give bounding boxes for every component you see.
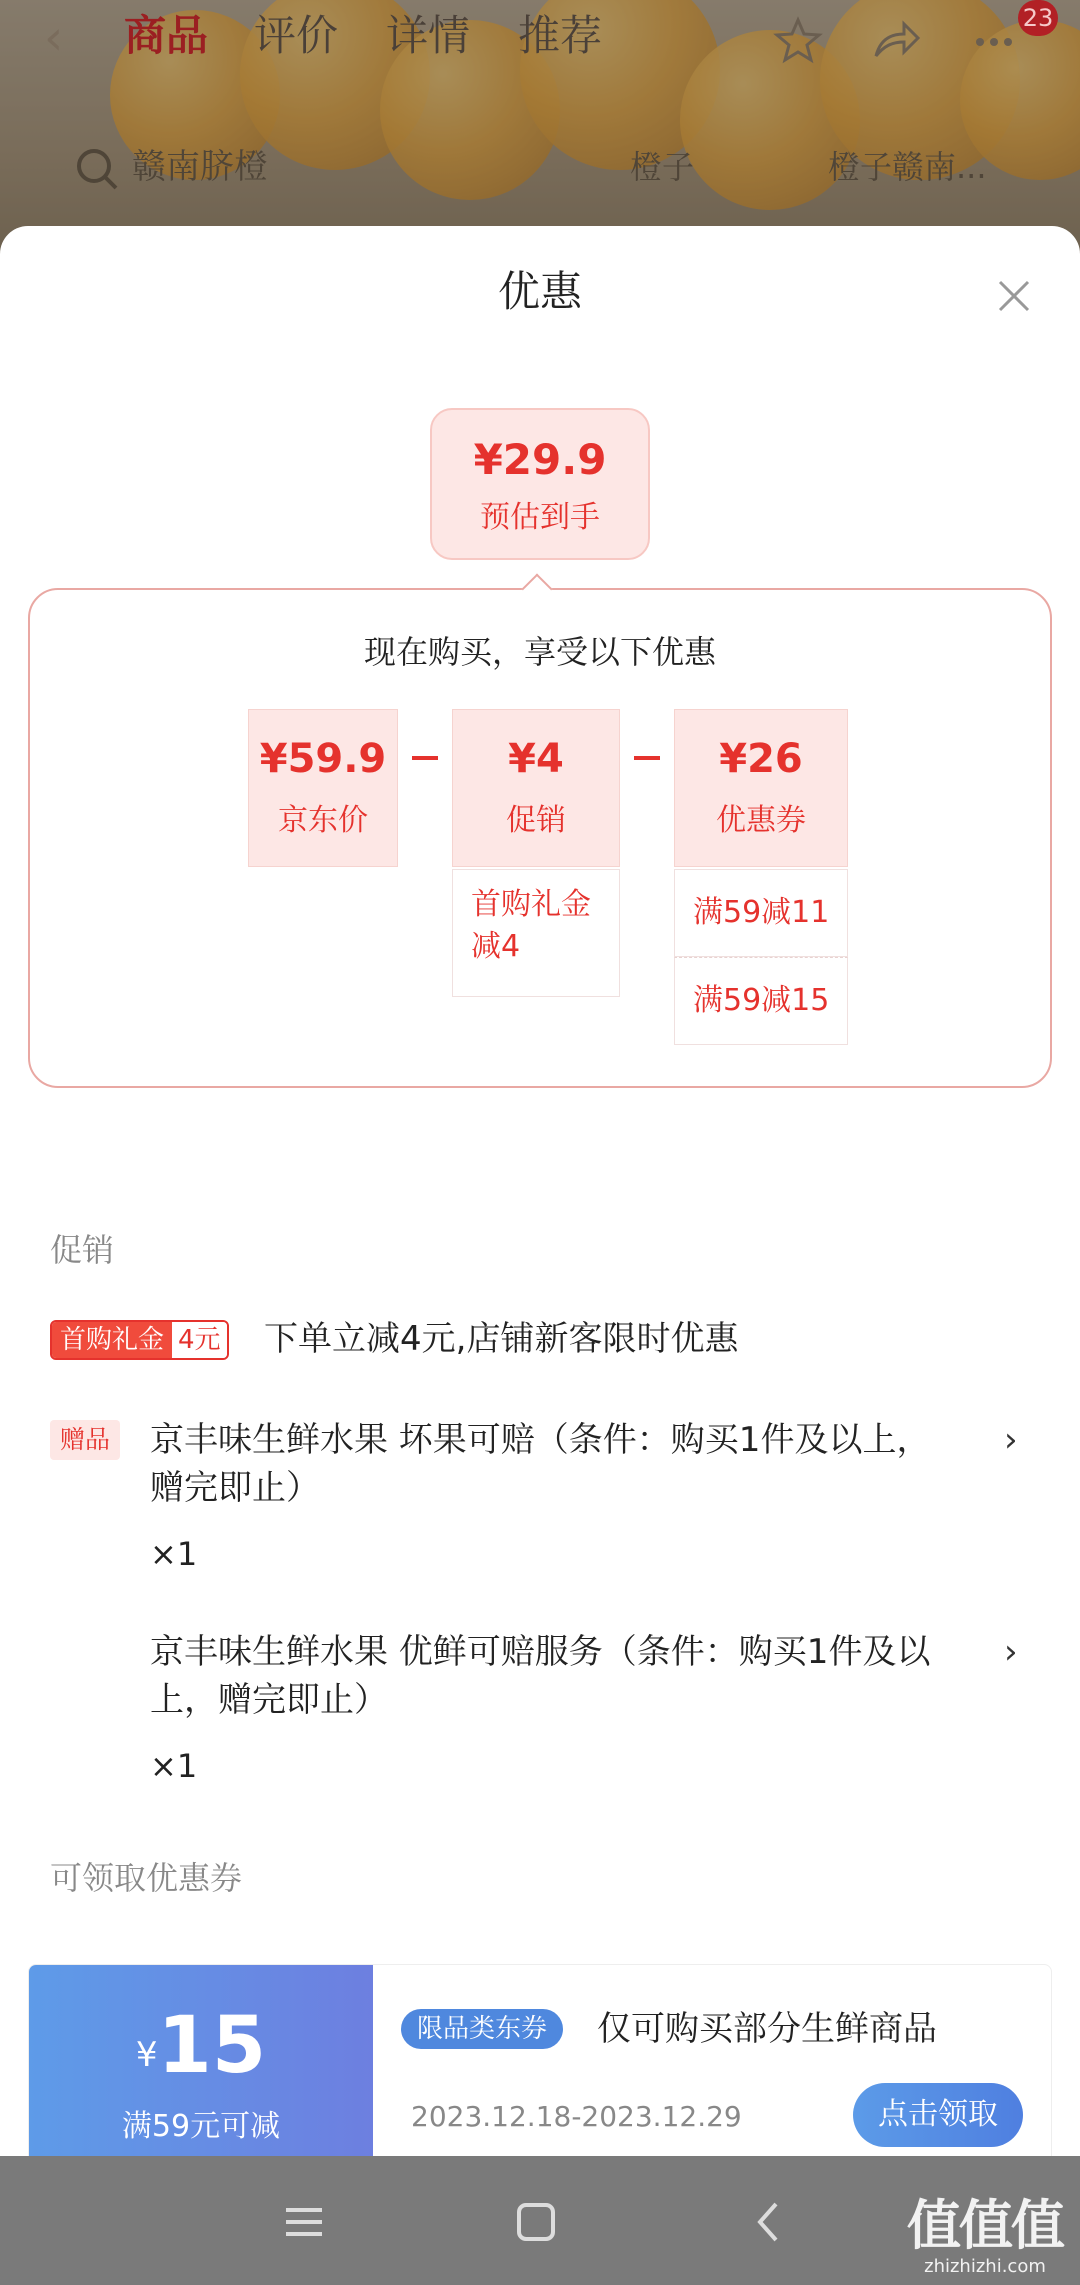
watermark-logo [900, 2196, 1070, 2278]
first-purchase-tag-label: 首购礼金 [52, 1322, 172, 1358]
product-nav-bar [0, 0, 1080, 80]
minus-sign [634, 756, 660, 760]
chevron-right-icon[interactable]: › [1004, 1420, 1018, 1460]
tab-product[interactable]: 商品 [124, 11, 209, 60]
estimated-price: ¥29.9 [473, 435, 607, 484]
recent-apps-icon[interactable] [274, 2192, 334, 2252]
back-icon[interactable] [740, 2192, 800, 2252]
gift-item-qty: ×1 [150, 1747, 198, 1785]
sheet-title: 优惠 [497, 267, 582, 316]
search-chip[interactable]: 橙子 [630, 148, 695, 186]
gift-item-text[interactable]: 京丰味生鲜水果 坏果可赔（条件：购买1件及以上，赠完即止） [150, 1420, 931, 1508]
tab-reviews[interactable]: 评价 [254, 11, 339, 60]
estimated-price-box [430, 408, 650, 560]
close-icon[interactable] [994, 276, 1034, 316]
coupon-condition: 满59元可减 [121, 2109, 281, 2144]
favorite-star-icon[interactable] [772, 16, 824, 64]
first-purchase-tag-amount: 4元 [172, 1322, 227, 1358]
tab-recommend[interactable]: 推荐 [518, 11, 603, 60]
watermark-url: zhizhizhi.com [924, 2256, 1046, 2277]
system-nav-bar [0, 2156, 1080, 2285]
discount-sheet [0, 226, 1080, 2156]
first-purchase-text: 下单立减4元,店铺新客限时优惠 [264, 1319, 739, 1359]
minus-sign [412, 756, 438, 760]
breakdown-label: 京东价 [278, 803, 368, 838]
coupon-currency: ¥ [135, 2035, 158, 2075]
cart-count-badge: 23 [1018, 0, 1058, 36]
deal-heading: 现在购买，享受以下优惠 [363, 633, 716, 671]
breakdown-label: 促销 [506, 803, 566, 838]
coupon-detail: 满59减11 [674, 869, 848, 957]
back-arrow-icon[interactable]: ‹ [44, 10, 64, 66]
watermark-text: 值值值 [907, 2194, 1063, 2257]
search-query-text: 赣南脐橙 [132, 147, 268, 187]
coupon-date-range: 2023.12.18-2023.12.29 [411, 2100, 742, 2133]
more-icon[interactable] [968, 16, 1020, 64]
estimated-price-label: 预估到手 [480, 500, 600, 535]
gift-item-text[interactable]: 京丰味生鲜水果 优鲜可赔服务（条件：购买1件及以上，赠完即止） [150, 1632, 931, 1720]
breakdown-value: ¥59.9 [259, 736, 387, 782]
search-chip[interactable]: 橙子赣南... [828, 148, 987, 186]
promotion-detail: 首购礼金减4 [452, 869, 620, 997]
search-icon [74, 146, 120, 192]
breakdown-coupon [674, 709, 848, 867]
share-icon[interactable] [870, 16, 922, 64]
coupon-card [28, 1964, 1052, 2156]
breakdown-promotion [452, 709, 620, 867]
home-icon[interactable] [506, 2192, 566, 2252]
breakdown-value: ¥4 [508, 736, 564, 782]
search-bar[interactable] [0, 130, 1080, 210]
coupon-detail: 满59减15 [674, 957, 848, 1045]
coupon-value-panel [29, 1965, 373, 2156]
breakdown-label: 优惠券 [716, 803, 806, 838]
gift-item-qty: ×1 [150, 1535, 198, 1573]
gift-tag: 赠品 [50, 1420, 120, 1460]
breakdown-value: ¥26 [719, 736, 803, 782]
tab-details[interactable]: 详情 [386, 11, 471, 60]
breakdown-jd-price [248, 709, 398, 867]
coupon-amount-value: 15 [157, 2001, 267, 2091]
coupon-section-title: 可领取优惠券 [50, 1859, 243, 1897]
product-page-background [0, 0, 1080, 260]
coupon-amount [29, 2003, 373, 2089]
promotion-section-title: 促销 [50, 1231, 115, 1269]
first-purchase-tag [50, 1320, 229, 1360]
chevron-right-icon[interactable]: › [1004, 1632, 1018, 1672]
claim-coupon-button[interactable]: 点击领取 [853, 2083, 1023, 2147]
coupon-description: 仅可购买部分生鲜商品 [597, 2009, 937, 2049]
coupon-type-badge: 限品类东券 [401, 2009, 563, 2049]
